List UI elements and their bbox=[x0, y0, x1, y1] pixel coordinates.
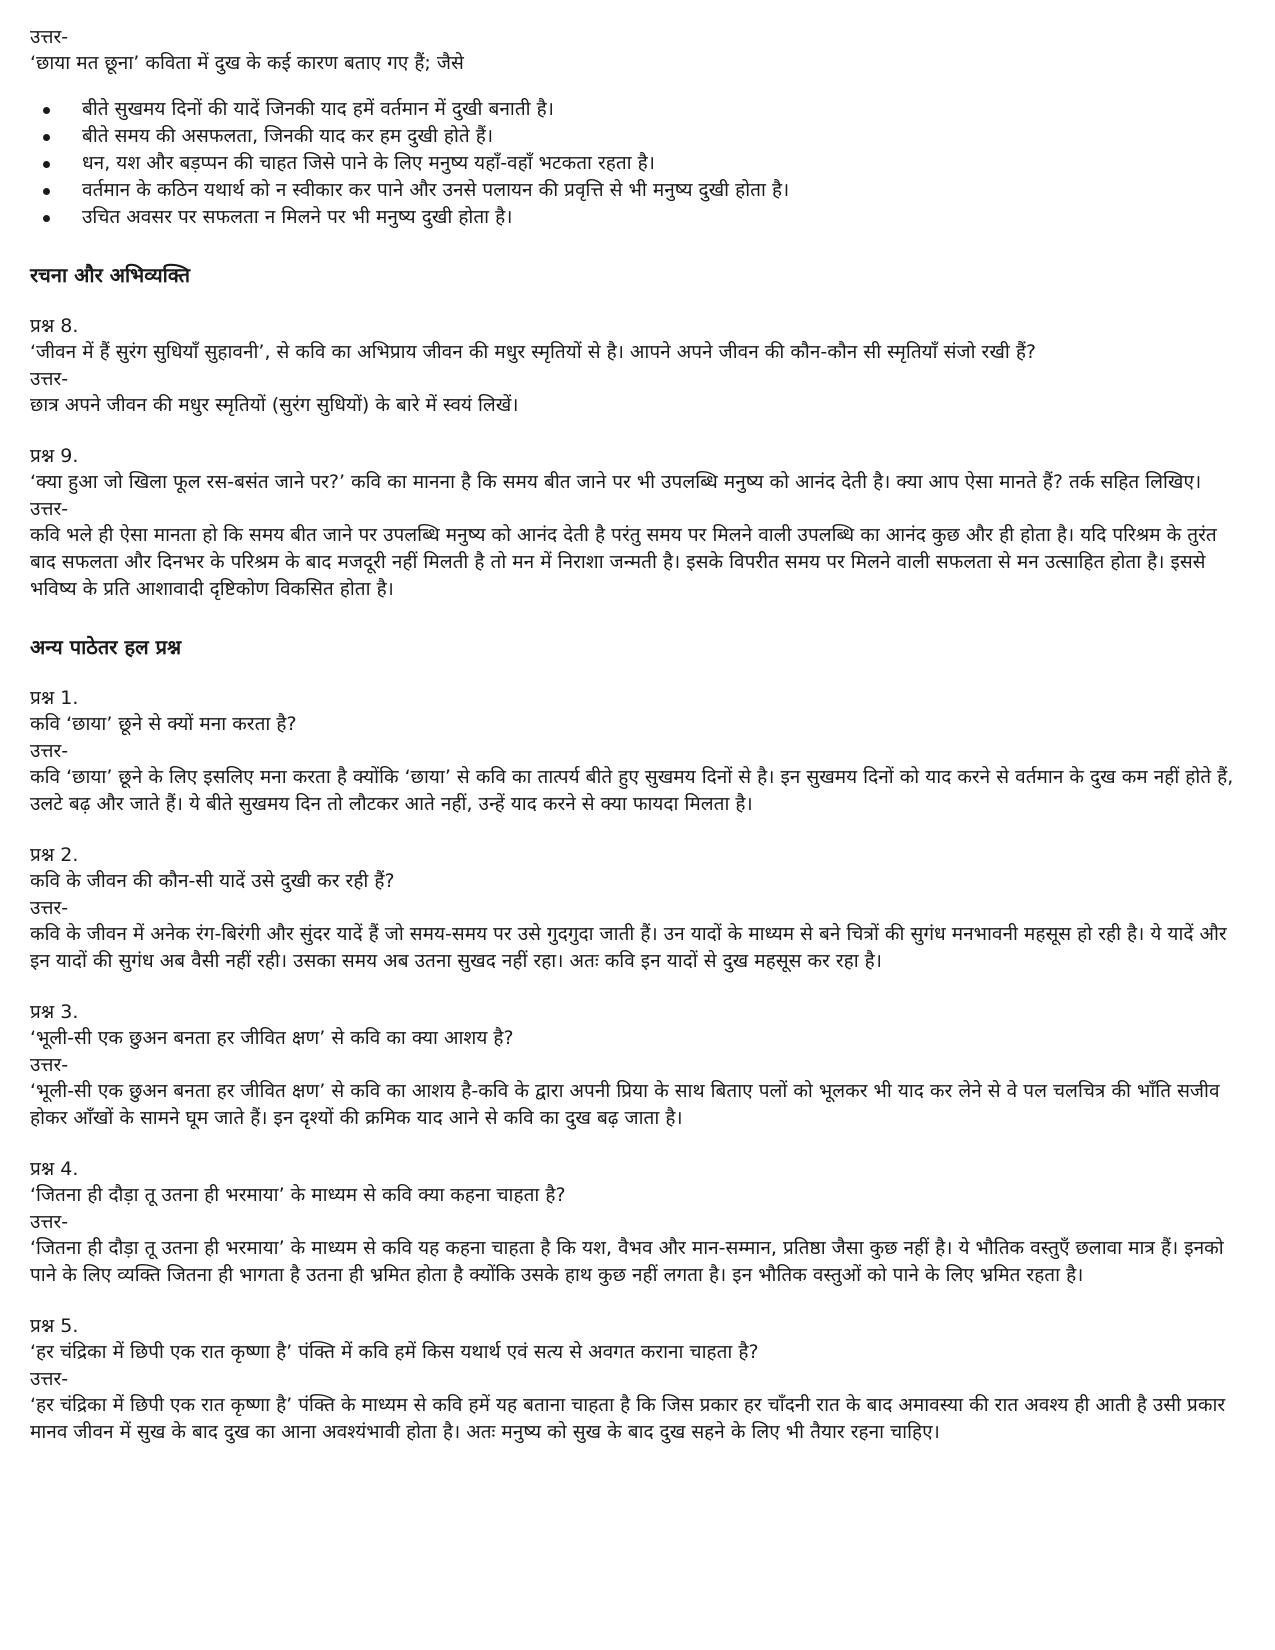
question-text: ‘भूली-सी एक छुअन बनता हर जीवित क्षण’ से कवि का क्या आशय है? bbox=[30, 1027, 514, 1049]
question-block bbox=[30, 313, 1235, 419]
answer-text: कवि भले ही ऐसा मानता हो कि समय बीत जाने पर उपलब्धि मनुष्य को आनंद देती है परंतु समय पर मिलने वाली उपलब्धि का आनंद कुछ और ही होता है। यदि परिश्रम के तुरंत बाद सफलता और दिनभर के परिश्रम के बाद मजदूरी नहीं मिलती है तो मन में निराशा जन्मती है। इसके विपरीत समय पर मिलने वाली सफलता से मन उत्साहित होता है। इससे भविष्य के प्रति आशावादी दृष्टिकोण विकसित होता है। bbox=[30, 524, 1217, 600]
question-number: प्रश्न 9. bbox=[30, 445, 79, 467]
bullet-icon bbox=[43, 107, 50, 114]
bullet-icon bbox=[43, 134, 50, 141]
question-text: ‘जितना ही दौड़ा तू उतना ही भरमाया’ के माध्यम से कवि क्या कहना चाहता है? bbox=[30, 1184, 566, 1206]
answer-label: उत्तर- bbox=[30, 897, 69, 919]
answer-label: उत्तर- bbox=[30, 1054, 69, 1076]
list-item: वर्तमान के कठिन यथार्थ को न स्वीकार कर पाने और उनसे पलायन की प्रवृत्ति से भी मनुष्य दुखी होता है। bbox=[30, 177, 1235, 204]
answer-label: उत्तर- bbox=[30, 26, 69, 48]
answer-label: उत्तर- bbox=[30, 1368, 69, 1390]
list-item: बीते सुखमय दिनों की यादें जिनकी याद हमें वर्तमान में दुखी बनाती है। bbox=[30, 96, 1235, 123]
question-block bbox=[30, 999, 1235, 1132]
answer-text: ‘भूली-सी एक छुअन बनता हर जीवित क्षण’ से कवि का आशय है-कवि के द्वारा अपनी प्रिया के साथ बिताए पलों को भूलकर भी याद कर लेने से वे पल चलचित्र की भाँति सजीव होकर आँखों के सामने घूम जाते हैं। इन दृश्यों की क्रमिक याद आने से कवि का दुख बढ़ जाता है। bbox=[30, 1080, 1220, 1129]
answer-text: छात्र अपने जीवन की मधुर स्मृतियों (सुरंग सुधियों) के बारे में स्वयं लिखें। bbox=[30, 394, 519, 416]
list-item: उचित अवसर पर सफलता न मिलने पर भी मनुष्य दुखी होता है। bbox=[30, 204, 1235, 231]
question-number: प्रश्न 8. bbox=[30, 315, 79, 337]
reasons-list bbox=[30, 96, 1235, 231]
section-heading: रचना और अभिव्यक्ति bbox=[30, 263, 190, 287]
question-block bbox=[30, 1313, 1235, 1446]
question-block bbox=[30, 842, 1235, 975]
question-text: ‘क्या हुआ जो खिला फूल रस-बसंत जाने पर?’ कवि का मानना है कि समय बीत जाने पर भी उपलब्धि मनुष्य को आनंद देती है। क्या आप ऐसा मानते हैं? तर्क सहित लिखिए। bbox=[30, 471, 1202, 493]
question-block bbox=[30, 443, 1235, 603]
answer-label: उत्तर- bbox=[30, 1211, 69, 1233]
question-block bbox=[30, 685, 1235, 818]
answer-label: उत्तर- bbox=[30, 498, 69, 520]
question-number: प्रश्न 1. bbox=[30, 687, 79, 709]
list-item: धन, यश और बड़प्पन की चाहत जिसे पाने के लिए मनुष्य यहाँ-वहाँ भटकता रहता है। bbox=[30, 150, 1235, 177]
bullet-icon bbox=[43, 215, 50, 222]
question-text: कवि के जीवन की कौन-सी यादें उसे दुखी कर रही हैं? bbox=[30, 870, 395, 892]
question-block bbox=[30, 1156, 1235, 1289]
question-text: ‘जीवन में हैं सुरंग सुधियाँ सुहावनी’, से कवि का अभिप्राय जीवन की मधुर स्मृतियों से है। आपने अपने जीवन की कौन-कौन सी स्मृतियाँ संजो रखी हैं? bbox=[30, 341, 1036, 363]
question-text: ‘हर चंद्रिका में छिपी एक रात कृष्णा है’ पंक्ति में कवि हमें किस यथार्थ एवं सत्य से अवगत कराना चाहता है? bbox=[30, 1341, 759, 1363]
question-number: प्रश्न 5. bbox=[30, 1315, 79, 1337]
question-text: कवि ‘छाया’ छूने से क्यों मना करता है? bbox=[30, 713, 297, 735]
question-number: प्रश्न 2. bbox=[30, 844, 79, 866]
answer-text: ‘हर चंद्रिका में छिपी एक रात कृष्णा है’ पंक्ति के माध्यम से कवि हमें यह बताना चाहता है कि जिस प्रकार हर चाँदनी रात के बाद अमावस्या की रात अवश्य ही आती है उसी प्रकार मानव जीवन में सुख के बाद दुख का आना अवश्यंभावी होता है। अतः मनुष्य को सुख के बाद दुख सहने के लिए भी तैयार रहना चाहिए। bbox=[30, 1394, 1226, 1443]
question-number: प्रश्न 4. bbox=[30, 1158, 79, 1180]
answer-label: उत्तर- bbox=[30, 740, 69, 762]
answer-label: उत्तर- bbox=[30, 368, 69, 390]
section-heading: अन्य पाठेतर हल प्रश्न bbox=[30, 635, 182, 659]
list-item: बीते समय की असफलता, जिनकी याद कर हम दुखी होते हैं। bbox=[30, 123, 1235, 150]
answer-text: कवि ‘छाया’ छूने के लिए इसलिए मना करता है क्योंकि ‘छाया’ से कवि का तात्पर्य बीते हुए सुखमय दिनों से है। इन सुखमय दिनों को याद करने से वर्तमान के दुख कम नहीं होते हैं, उलटे बढ़ और जाते हैं। ये बीते सुखमय दिन तो लौटकर आते नहीं, उन्हें याद करने से क्या फायदा मिलता है। bbox=[30, 766, 1234, 815]
answer-text: ‘जितना ही दौड़ा तू उतना ही भरमाया’ के माध्यम से कवि यह कहना चाहता है कि यश, वैभव और मान-सम्मान, प्रतिष्ठा जैसा कुछ नहीं है। ये भौतिक वस्तुएँ छलावा मात्र हैं। इनको पाने के लिए व्यक्ति जितना ही भागता है उतना ही भ्रमित होता है क्योंकि उसके हाथ कुछ नहीं लगता है। इन भौतिक वस्तुओं को पाने के लिए भ्रमित रहता है। bbox=[30, 1237, 1224, 1286]
question-number: प्रश्न 3. bbox=[30, 1001, 79, 1023]
bullet-icon bbox=[43, 161, 50, 168]
answer-text: ‘छाया मत छूना’ कविता में दुख के कई कारण बताए गए हैं; जैसे bbox=[30, 52, 464, 74]
bullet-icon bbox=[43, 188, 50, 195]
answer-text: कवि के जीवन में अनेक रंग-बिरंगी और सुंदर यादें हैं जो समय-समय पर उसे गुदगुदा जाती हैं। उन यादों के माध्यम से बने चित्रों की सुगंध मनभावनी महसूस हो रही है। ये यादें और इन यादों की सुगंध अब वैसी नहीं रही। उसका समय अब उतना सुखद नहीं रहा। अतः कवि इन यादों से दुख महसूस कर रहा है। bbox=[30, 923, 1227, 972]
